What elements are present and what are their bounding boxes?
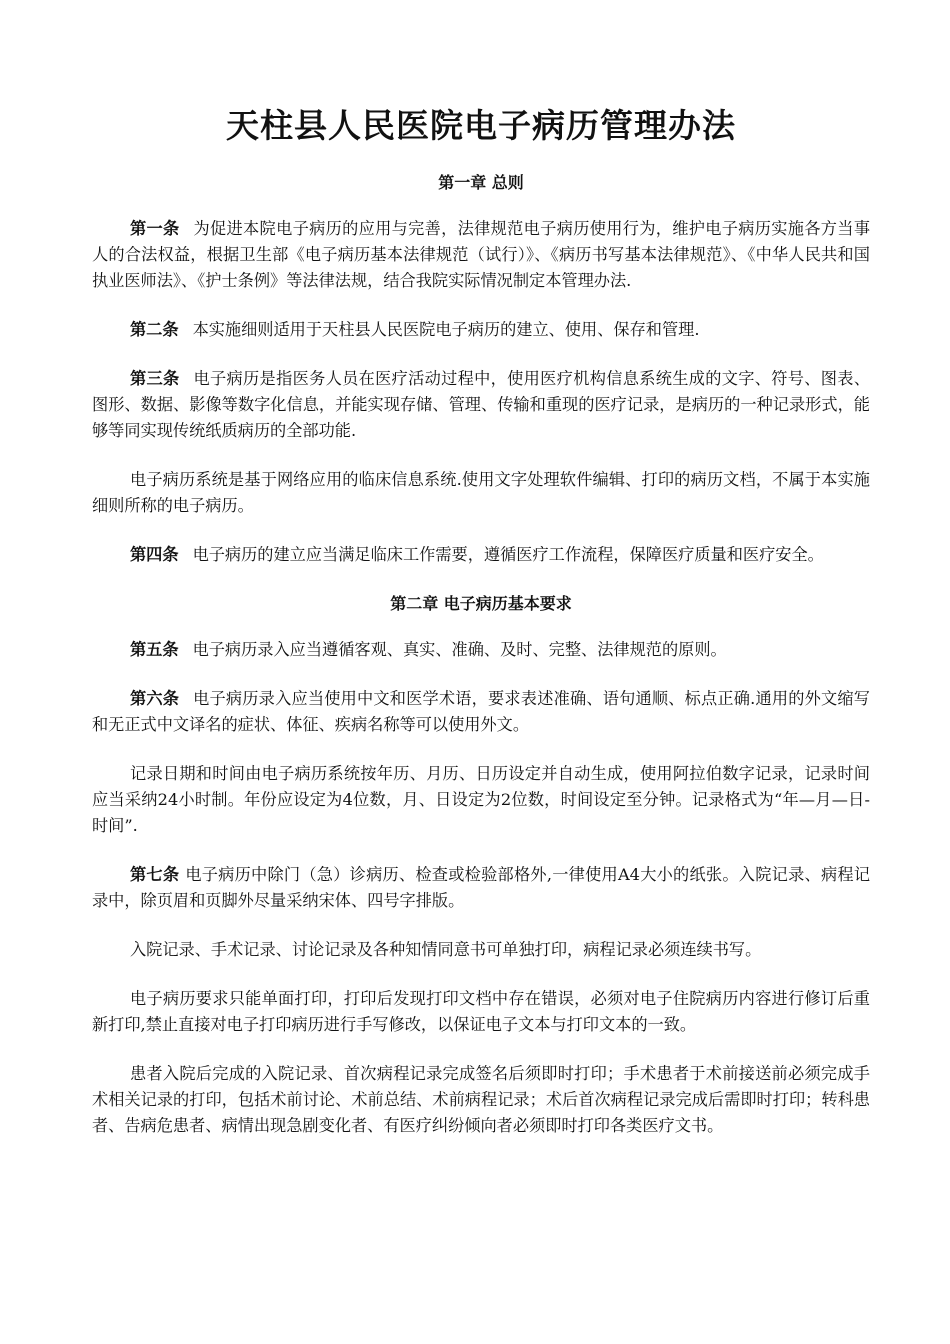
article-text: 电子病历录入应当遵循客观、真实、准确、及时、完整、法律规范的原则。	[192, 640, 727, 659]
paragraph-text: 记录日期和时间由电子病历系统按年历、月历、日历设定并自动生成，使用阿拉伯数字记录，记录时间应当采纳24小时制。年份应设定为4位数，月、日设定为2位数，时间设定至分钟。记录格式为“年—月—日-时间”.	[92, 764, 870, 835]
body-paragraph	[92, 986, 870, 1038]
article-label: 第一条	[130, 219, 180, 238]
chapter-heading: 第一章 总则	[438, 173, 524, 192]
paragraph-text: 入院记录、手术记录、讨论记录及各种知情同意书可单独打印，病程记录必须连续书写。	[130, 940, 762, 959]
article-label: 第四条	[130, 545, 179, 564]
article-text: 本实施细则适用于天柱县人民医院电子病历的建立、使用、保存和管理.	[192, 320, 700, 339]
paragraph-text: 电子病历要求只能单面打印，打印后发现打印文档中存在错误，必须对电子住院病历内容进行修订后重新打印,禁止直接对电子打印病历进行手写修改，以保证电子文本与打印文本的一致。	[92, 989, 870, 1034]
chapter-heading: 第二章 电子病历基本要求	[390, 594, 572, 613]
article-paragraph	[92, 637, 870, 663]
paragraph-text: 电子病历系统是基于网络应用的临床信息系统.使用文字处理软件编辑、打印的病历文档，不属于本实施细则所称的电子病历。	[92, 470, 870, 515]
article-text: 电子病历的建立应当满足临床工作需要，遵循医疗工作流程，保障医疗质量和医疗安全。	[192, 545, 824, 564]
article-paragraph	[92, 542, 870, 568]
chapter-1	[92, 170, 870, 568]
article-label: 第七条	[130, 865, 180, 884]
paragraph-text: 患者入院后完成的入院记录、首次病程记录完成签名后须即时打印；手术患者于术前接送前必须完成手术相关记录的打印，包括术前讨论、术前总结、术前病程记录；术后首次病程记录完成后需即时打印；转科患者、告病危患者、病情出现急剧变化者、有医疗纠纷倾向者必须即时打印各类医疗文书。	[92, 1064, 870, 1135]
article-text: 电子病历中除门（急）诊病历、检查或检验部格外,一律使用A4大小的纸张。入院记录、病程记录中，除页眉和页脚外尽量采纳宋体、四号字排版。	[92, 865, 871, 910]
body-paragraph	[92, 937, 870, 963]
document-page	[92, 100, 870, 1162]
article-label: 第二条	[130, 320, 179, 339]
article-paragraph	[92, 686, 870, 738]
article-text: 电子病历是指医务人员在医疗活动过程中，使用医疗机构信息系统生成的文字、符号、图表、图形、数据、影像等数字化信息，并能实现存储、管理、传输和重现的医疗记录，是病历的一种记录形式，能够等同实现传统纸质病历的全部功能.	[92, 369, 871, 440]
article-label: 第六条	[130, 689, 180, 708]
article-paragraph	[92, 317, 870, 343]
article-paragraph	[92, 366, 870, 444]
document-title: 天柱县人民医院电子病历管理办法	[226, 106, 736, 145]
article-text: 电子病历录入应当使用中文和医学术语，要求表述准确、语句通顺、标点正确.通用的外文缩写和无正式中文译名的症状、体征、疾病名称等可以使用外文。	[92, 689, 870, 734]
article-paragraph	[92, 216, 870, 294]
chapter-2	[92, 591, 870, 1139]
article-label: 第三条	[130, 369, 180, 388]
body-paragraph	[92, 467, 870, 519]
body-paragraph	[92, 1061, 870, 1139]
article-label: 第五条	[130, 640, 179, 659]
body-paragraph	[92, 761, 870, 839]
article-text: 为促进本院电子病历的应用与完善，法律规范电子病历使用行为，维护电子病历实施各方当事人的合法权益，根据卫生部《电子病历基本法律规范（试行）》、《病历书写基本法律规范》、《中华人民共和国执业医师法》、《护士条例》等法律法规，结合我院实际情况制定本管理办法.	[92, 219, 871, 290]
article-paragraph	[92, 862, 870, 914]
